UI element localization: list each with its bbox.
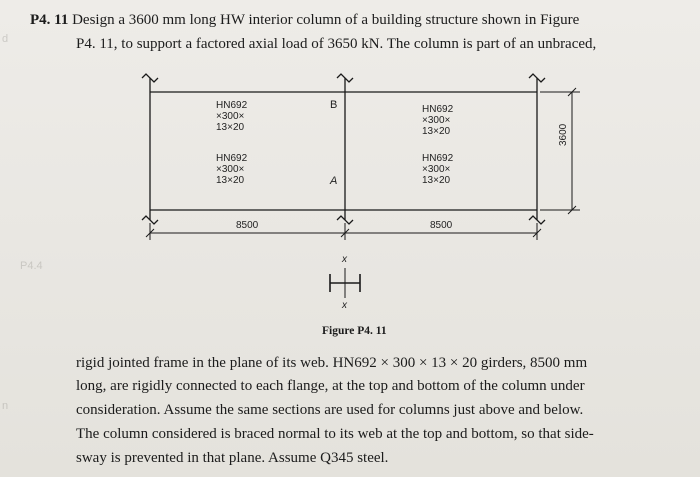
- joint-label-a: A: [330, 175, 338, 187]
- bleed-through-text: d: [2, 33, 9, 45]
- joint-label-b: B: [330, 99, 338, 111]
- girder-label-top-left: HN692 ×300× 13×20: [216, 100, 248, 133]
- problem-text-line-1: Design a 3600 mm long HW interior column of a building structure shown in Figure: [72, 12, 580, 28]
- girder-label-top-right: HN692 ×300× 13×20: [422, 104, 454, 137]
- problem-line-1: [30, 12, 579, 29]
- girder-label-bottom-right: HN692 ×300× 13×20: [422, 153, 454, 186]
- axis-x-top-label: x: [342, 254, 347, 265]
- figure-caption: Figure P4. 11: [322, 325, 387, 337]
- body-line-2: long, are rigidly connected to each flange, at the top and bottom of the column under: [76, 378, 585, 394]
- axis-x-bottom-label: x: [342, 300, 347, 311]
- girder-label-bottom-left: HN692 ×300× 13×20: [216, 153, 248, 186]
- problem-text-line-2: P4. 11, to support a factored axial load of 3650 kN. The column is part of an unbraced,: [76, 36, 597, 52]
- problem-number: P4. 11: [30, 12, 69, 28]
- frame-drawing: [140, 68, 590, 318]
- body-line-4: The column considered is braced normal to its web at the top and bottom, so that side-: [76, 426, 594, 442]
- frame-figure: [140, 68, 590, 318]
- right-span-dimension: 8500: [430, 220, 453, 231]
- bleed-through-text: n: [2, 400, 9, 412]
- body-line-1: rigid jointed frame in the plane of its web. HN692 × 300 × 13 × 20 girders, 8500 mm: [76, 355, 588, 371]
- height-dimension: 3600: [558, 123, 569, 146]
- left-span-dimension: 8500: [236, 220, 259, 231]
- body-line-5: sway is prevented in that plane. Assume Q345 steel.: [76, 450, 389, 466]
- bleed-through-text: P4.4: [20, 260, 43, 272]
- body-line-3: consideration. Assume the same sections are used for columns just above and below.: [76, 402, 584, 418]
